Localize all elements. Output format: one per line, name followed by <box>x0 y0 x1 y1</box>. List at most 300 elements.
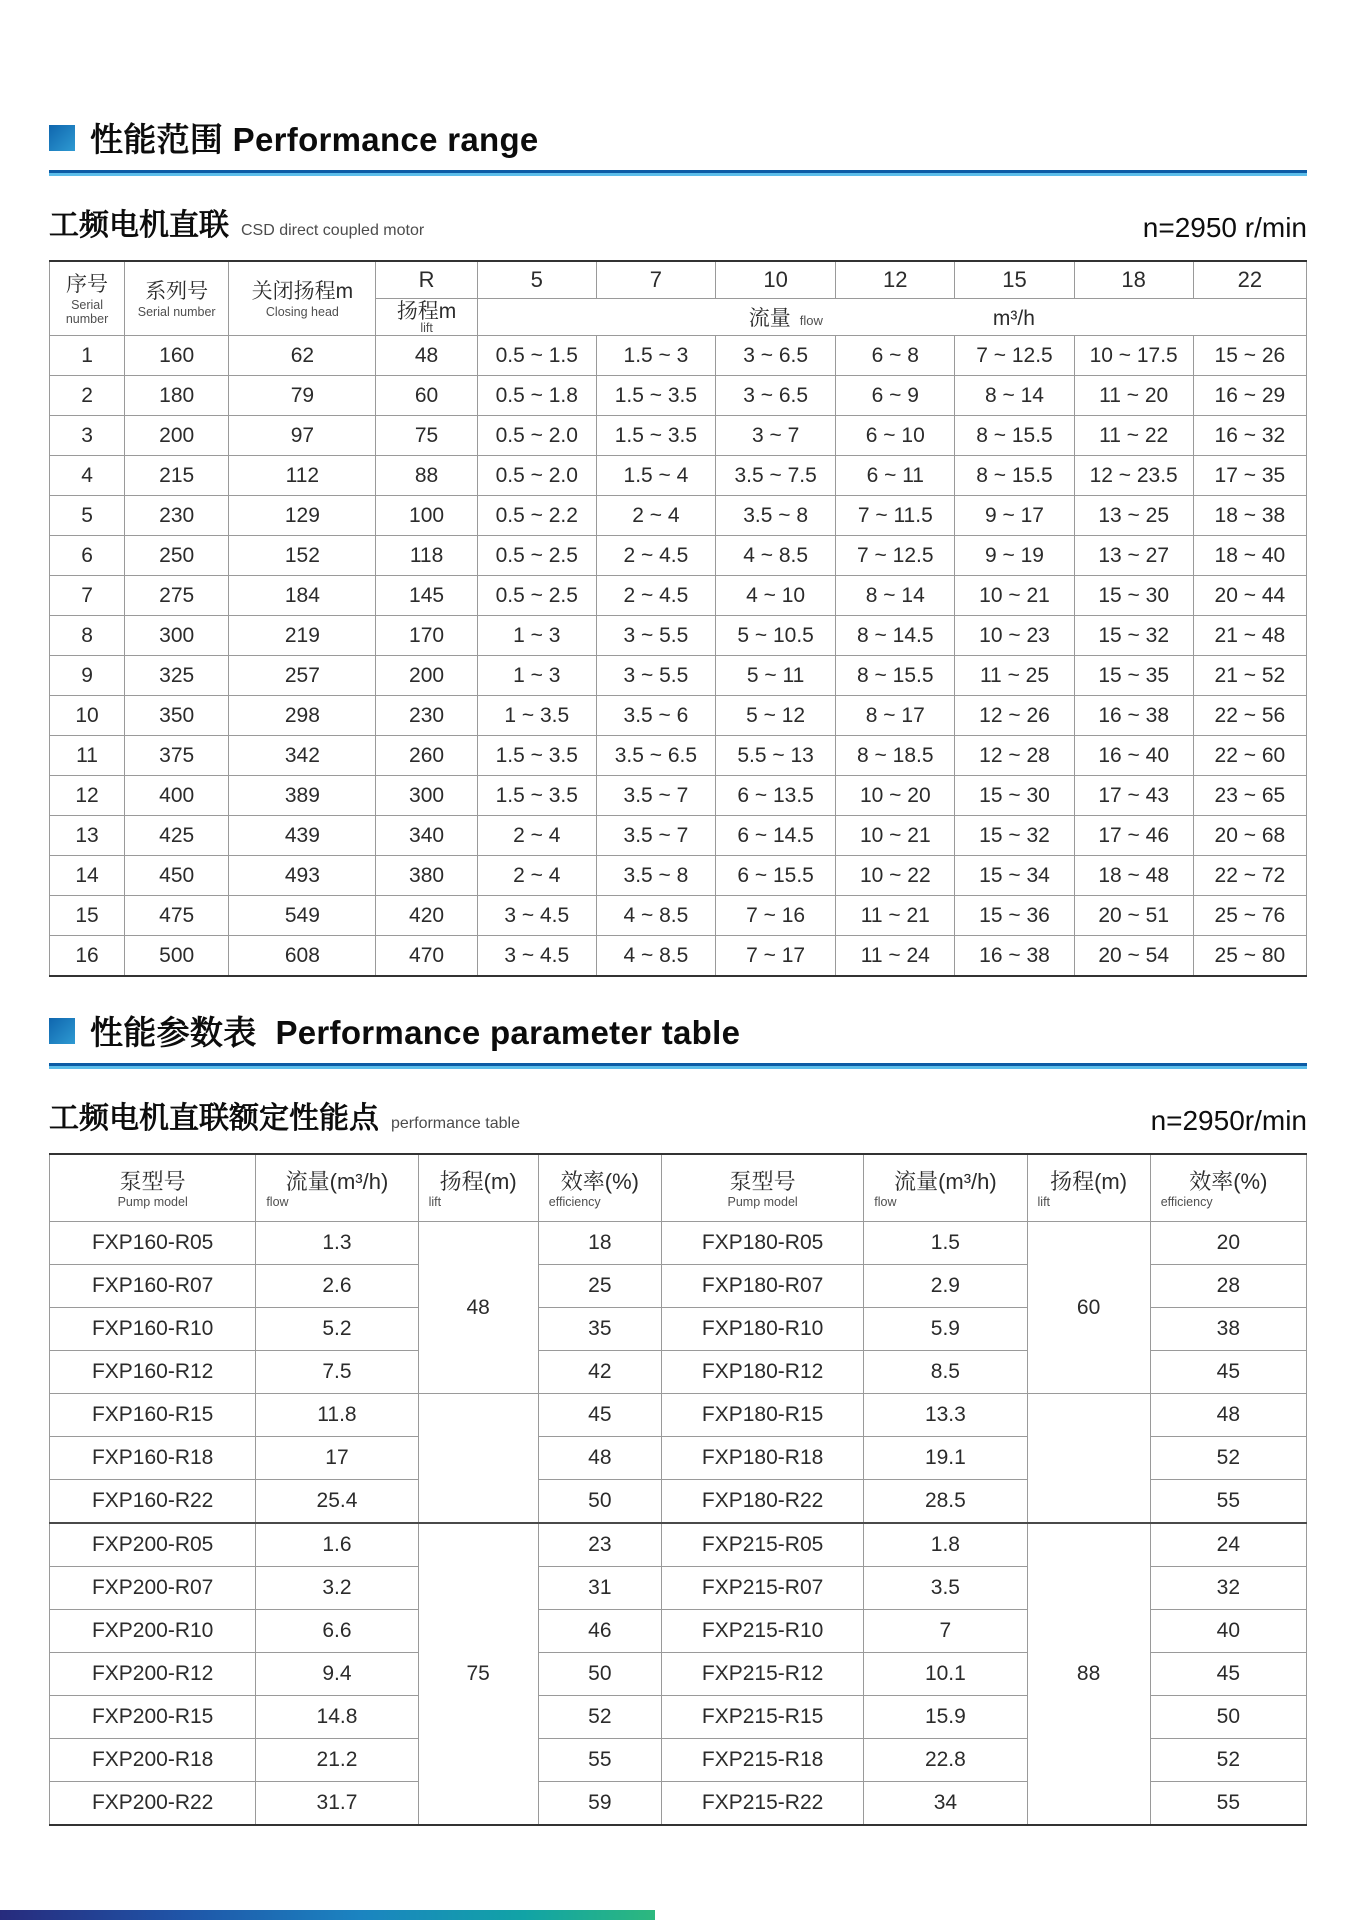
value-cell: 12 ~ 26 <box>955 696 1074 736</box>
value-cell: 18 ~ 38 <box>1193 496 1306 536</box>
efficiency-cell: 40 <box>1150 1610 1306 1653</box>
value-cell: 475 <box>125 896 229 936</box>
serial-cell: 16 <box>50 936 125 977</box>
value-cell: 257 <box>229 656 376 696</box>
value-cell: 7 ~ 11.5 <box>836 496 955 536</box>
efficiency-cell: 55 <box>538 1739 661 1782</box>
flow-cell: 11.8 <box>256 1394 418 1437</box>
value-cell: 6 ~ 9 <box>836 376 955 416</box>
header-label-en: efficiency <box>548 1195 601 1209</box>
pump-model-cell: FXP160-R12 <box>50 1351 256 1394</box>
value-cell: 18 ~ 48 <box>1074 856 1193 896</box>
efficiency-cell: 48 <box>538 1437 661 1480</box>
footer-gradient-bar <box>0 1910 655 1920</box>
value-cell: 10 ~ 21 <box>836 816 955 856</box>
value-cell: 16 ~ 32 <box>1193 416 1306 456</box>
table1-header-flow-7: 7 <box>596 261 715 299</box>
serial-cell: 4 <box>50 456 125 496</box>
flow-label-zh: 流量 <box>748 307 791 331</box>
section2-title <box>90 1007 740 1054</box>
value-cell: 79 <box>229 376 376 416</box>
value-cell: 1.5 ~ 3 <box>596 336 715 376</box>
value-cell: 389 <box>229 776 376 816</box>
lift-cell-empty <box>418 1394 538 1524</box>
value-cell: 1 ~ 3 <box>477 616 596 656</box>
header-label-en: Closing head <box>265 304 339 319</box>
value-cell: 7 ~ 16 <box>716 896 836 936</box>
value-cell: 3.5 ~ 7 <box>596 816 715 856</box>
pump-model-cell: FXP180-R18 <box>661 1437 863 1480</box>
value-cell: 88 <box>376 456 477 496</box>
value-cell: 8 ~ 15.5 <box>955 416 1074 456</box>
table1-row <box>50 496 1307 536</box>
value-cell: 6 ~ 15.5 <box>716 856 836 896</box>
value-cell: 6 ~ 11 <box>836 456 955 496</box>
section1-speed: n=2950 r/min <box>1142 212 1307 243</box>
value-cell: 23 ~ 65 <box>1193 776 1306 816</box>
value-cell: 11 ~ 21 <box>836 896 955 936</box>
header-label-zh: 序号 <box>66 272 109 296</box>
flow-cell: 3.2 <box>256 1567 418 1610</box>
pump-model-cell: FXP200-R18 <box>50 1739 256 1782</box>
pump-model-cell: FXP180-R07 <box>661 1265 863 1308</box>
value-cell: 7 ~ 12.5 <box>955 336 1074 376</box>
header-label-en: Serial number <box>137 304 216 319</box>
table2-header-flow-right <box>864 1154 1027 1222</box>
section1-title-en: Performance range <box>232 121 539 158</box>
efficiency-cell: 20 <box>1150 1222 1306 1265</box>
value-cell: 1.5 ~ 3.5 <box>477 776 596 816</box>
value-cell: 8 ~ 14 <box>836 576 955 616</box>
pump-model-cell: FXP215-R07 <box>661 1567 863 1610</box>
pump-model-cell: FXP180-R12 <box>661 1351 863 1394</box>
table1-row <box>50 936 1307 977</box>
value-cell: 325 <box>125 656 229 696</box>
value-cell: 1 ~ 3.5 <box>477 696 596 736</box>
flow-cell: 15.9 <box>864 1696 1027 1739</box>
efficiency-cell: 35 <box>538 1308 661 1351</box>
table1-header-closing-head <box>229 261 376 336</box>
section-marker-icon <box>49 1018 75 1044</box>
value-cell: 298 <box>229 696 376 736</box>
serial-cell: 10 <box>50 696 125 736</box>
value-cell: 3.5 ~ 6.5 <box>596 736 715 776</box>
flow-cell: 17 <box>256 1437 418 1480</box>
serial-cell: 2 <box>50 376 125 416</box>
value-cell: 10 ~ 23 <box>955 616 1074 656</box>
flow-cell: 25.4 <box>256 1480 418 1524</box>
serial-cell: 3 <box>50 416 125 456</box>
value-cell: 13 ~ 27 <box>1074 536 1193 576</box>
efficiency-cell: 52 <box>538 1696 661 1739</box>
value-cell: 16 ~ 38 <box>1074 696 1193 736</box>
serial-cell: 8 <box>50 616 125 656</box>
flow-cell: 13.3 <box>864 1394 1027 1437</box>
table2-header-row <box>50 1154 1307 1222</box>
pump-model-cell: FXP180-R05 <box>661 1222 863 1265</box>
section2-speed: n=2950r/min <box>1150 1105 1307 1137</box>
value-cell: 8 ~ 17 <box>836 696 955 736</box>
serial-cell: 7 <box>50 576 125 616</box>
header-label-zh: 泵型号 <box>729 1168 796 1194</box>
header-label-en: efficiency <box>1160 1195 1213 1209</box>
table1-row <box>50 376 1307 416</box>
value-cell: 13 ~ 25 <box>1074 496 1193 536</box>
section-marker-icon <box>49 125 75 151</box>
lift-cell: 60 <box>1027 1222 1150 1394</box>
serial-cell: 13 <box>50 816 125 856</box>
efficiency-cell: 46 <box>538 1610 661 1653</box>
value-cell: 3.5 ~ 6 <box>596 696 715 736</box>
value-cell: 3 ~ 4.5 <box>477 896 596 936</box>
lift-cell: 48 <box>418 1222 538 1394</box>
flow-cell: 1.6 <box>256 1523 418 1567</box>
value-cell: 20 ~ 68 <box>1193 816 1306 856</box>
value-cell: 1.5 ~ 4 <box>596 456 715 496</box>
table1-header-flow-10: 10 <box>716 261 836 299</box>
flow-cell: 34 <box>864 1782 1027 1826</box>
efficiency-cell: 55 <box>1150 1480 1306 1524</box>
pump-model-cell: FXP160-R15 <box>50 1394 256 1437</box>
flow-cell: 22.8 <box>864 1739 1027 1782</box>
table1-row <box>50 736 1307 776</box>
header-label-zh: 扬程m <box>396 300 457 323</box>
pump-model-cell: FXP200-R12 <box>50 1653 256 1696</box>
value-cell: 0.5 ~ 2.0 <box>477 416 596 456</box>
value-cell: 11 ~ 25 <box>955 656 1074 696</box>
value-cell: 11 ~ 22 <box>1074 416 1193 456</box>
value-cell: 0.5 ~ 1.5 <box>477 336 596 376</box>
flow-cell: 21.2 <box>256 1739 418 1782</box>
value-cell: 3 ~ 5.5 <box>596 616 715 656</box>
header-label-zh: 扬程(m) <box>1050 1168 1128 1194</box>
table2-header-flow-left <box>256 1154 418 1222</box>
table2-row <box>50 1222 1307 1265</box>
lift-cell: 75 <box>418 1523 538 1825</box>
header-label-zh: 系列号 <box>145 279 209 303</box>
value-cell: 15 ~ 35 <box>1074 656 1193 696</box>
header-label-zh: 流量(m³/h) <box>894 1168 997 1194</box>
value-cell: 17 ~ 35 <box>1193 456 1306 496</box>
flow-cell: 7.5 <box>256 1351 418 1394</box>
value-cell: 6 ~ 10 <box>836 416 955 456</box>
efficiency-cell: 59 <box>538 1782 661 1826</box>
value-cell: 6 ~ 8 <box>836 336 955 376</box>
value-cell: 0.5 ~ 2.2 <box>477 496 596 536</box>
table1-header-serial <box>50 261 125 336</box>
pump-model-cell: FXP215-R10 <box>661 1610 863 1653</box>
value-cell: 15 ~ 30 <box>955 776 1074 816</box>
flow-cell: 1.8 <box>864 1523 1027 1567</box>
value-cell: 1.5 ~ 3.5 <box>596 416 715 456</box>
value-cell: 12 ~ 23.5 <box>1074 456 1193 496</box>
table1-header-flow-18: 18 <box>1074 261 1193 299</box>
section1-subtitle-row <box>49 200 1307 244</box>
value-cell: 230 <box>376 696 477 736</box>
value-cell: 1.5 ~ 3.5 <box>477 736 596 776</box>
pump-model-cell: FXP180-R22 <box>661 1480 863 1524</box>
table1-row <box>50 336 1307 376</box>
value-cell: 129 <box>229 496 376 536</box>
value-cell: 10 ~ 20 <box>836 776 955 816</box>
pump-model-cell: FXP160-R07 <box>50 1265 256 1308</box>
value-cell: 5.5 ~ 13 <box>716 736 836 776</box>
table2-header-lift-left <box>418 1154 538 1222</box>
section1-title-zh: 性能范围 <box>90 121 224 158</box>
value-cell: 425 <box>125 816 229 856</box>
efficiency-cell: 38 <box>1150 1308 1306 1351</box>
efficiency-cell: 52 <box>1150 1437 1306 1480</box>
serial-cell: 9 <box>50 656 125 696</box>
table1-header-flow-12: 12 <box>836 261 955 299</box>
table2-header-eff-right <box>1150 1154 1306 1222</box>
value-cell: 342 <box>229 736 376 776</box>
serial-cell: 15 <box>50 896 125 936</box>
table1-row <box>50 656 1307 696</box>
section1-header <box>49 114 1307 161</box>
value-cell: 3.5 ~ 8 <box>716 496 836 536</box>
serial-cell: 14 <box>50 856 125 896</box>
value-cell: 10 ~ 22 <box>836 856 955 896</box>
table1-row <box>50 856 1307 896</box>
efficiency-cell: 42 <box>538 1351 661 1394</box>
lift-cell-empty <box>1027 1394 1150 1524</box>
value-cell: 12 ~ 28 <box>955 736 1074 776</box>
table1-header-flow-5: 5 <box>477 261 596 299</box>
value-cell: 184 <box>229 576 376 616</box>
value-cell: 17 ~ 46 <box>1074 816 1193 856</box>
value-cell: 145 <box>376 576 477 616</box>
value-cell: 300 <box>125 616 229 656</box>
value-cell: 60 <box>376 376 477 416</box>
value-cell: 8 ~ 14.5 <box>836 616 955 656</box>
value-cell: 3 ~ 6.5 <box>716 376 836 416</box>
value-cell: 493 <box>229 856 376 896</box>
value-cell: 20 ~ 44 <box>1193 576 1306 616</box>
table2-header-model-left <box>50 1154 256 1222</box>
flow-cell: 2.9 <box>864 1265 1027 1308</box>
value-cell: 0.5 ~ 2.5 <box>477 576 596 616</box>
table1-row <box>50 456 1307 496</box>
section2-subtitle-zh: 工频电机直联额定性能点 <box>49 1102 379 1136</box>
efficiency-cell: 55 <box>1150 1782 1306 1826</box>
pump-model-cell: FXP200-R10 <box>50 1610 256 1653</box>
pump-model-cell: FXP160-R18 <box>50 1437 256 1480</box>
value-cell: 0.5 ~ 1.8 <box>477 376 596 416</box>
value-cell: 10 ~ 21 <box>955 576 1074 616</box>
value-cell: 219 <box>229 616 376 656</box>
section2-divider <box>49 1063 1307 1069</box>
value-cell: 20 ~ 51 <box>1074 896 1193 936</box>
value-cell: 2 ~ 4 <box>477 816 596 856</box>
value-cell: 5 ~ 10.5 <box>716 616 836 656</box>
efficiency-cell: 45 <box>1150 1351 1306 1394</box>
flow-label-en: flow <box>799 313 823 329</box>
value-cell: 118 <box>376 536 477 576</box>
value-cell: 18 ~ 40 <box>1193 536 1306 576</box>
value-cell: 450 <box>125 856 229 896</box>
table1-header-series <box>125 261 229 336</box>
flow-cell: 2.6 <box>256 1265 418 1308</box>
value-cell: 2 ~ 4 <box>596 496 715 536</box>
table2-row <box>50 1394 1307 1437</box>
value-cell: 608 <box>229 936 376 977</box>
table1-row <box>50 616 1307 656</box>
section1-title <box>90 114 539 161</box>
table1-row <box>50 416 1307 456</box>
value-cell: 160 <box>125 336 229 376</box>
value-cell: 4 ~ 10 <box>716 576 836 616</box>
value-cell: 500 <box>125 936 229 977</box>
value-cell: 16 ~ 40 <box>1074 736 1193 776</box>
flow-cell: 3.5 <box>864 1567 1027 1610</box>
value-cell: 300 <box>376 776 477 816</box>
value-cell: 17 ~ 43 <box>1074 776 1193 816</box>
pump-model-cell: FXP215-R18 <box>661 1739 863 1782</box>
serial-cell: 12 <box>50 776 125 816</box>
section1-subtitle-zh: 工频电机直联 <box>49 209 229 242</box>
flow-cell: 7 <box>864 1610 1027 1653</box>
table2-body <box>50 1222 1307 1826</box>
flow-cell: 14.8 <box>256 1696 418 1739</box>
value-cell: 470 <box>376 936 477 977</box>
efficiency-cell: 50 <box>538 1653 661 1696</box>
flow-cell: 8.5 <box>864 1351 1027 1394</box>
efficiency-cell: 45 <box>538 1394 661 1437</box>
value-cell: 1 ~ 3 <box>477 656 596 696</box>
header-label-en: Pump model <box>727 1195 798 1209</box>
value-cell: 350 <box>125 696 229 736</box>
table1-row <box>50 696 1307 736</box>
value-cell: 8 ~ 15.5 <box>836 656 955 696</box>
efficiency-cell: 18 <box>538 1222 661 1265</box>
efficiency-cell: 31 <box>538 1567 661 1610</box>
table1-row <box>50 816 1307 856</box>
value-cell: 22 ~ 56 <box>1193 696 1306 736</box>
header-label-en: flow <box>874 1195 897 1209</box>
value-cell: 230 <box>125 496 229 536</box>
value-cell: 439 <box>229 816 376 856</box>
value-cell: 4 ~ 8.5 <box>596 896 715 936</box>
table1-header-flow-unit <box>477 299 1306 336</box>
section2-title-en: Performance parameter table <box>275 1014 741 1052</box>
table2-header-eff-left <box>538 1154 661 1222</box>
value-cell: 4 ~ 8.5 <box>716 536 836 576</box>
value-cell: 11 ~ 24 <box>836 936 955 977</box>
value-cell: 215 <box>125 456 229 496</box>
pump-model-cell: FXP160-R10 <box>50 1308 256 1351</box>
value-cell: 260 <box>376 736 477 776</box>
value-cell: 3 ~ 5.5 <box>596 656 715 696</box>
header-label-en: flow <box>266 1195 289 1209</box>
value-cell: 5 ~ 12 <box>716 696 836 736</box>
flow-cell: 9.4 <box>256 1653 418 1696</box>
value-cell: 380 <box>376 856 477 896</box>
pump-model-cell: FXP215-R15 <box>661 1696 863 1739</box>
value-cell: 48 <box>376 336 477 376</box>
header-label-en: Pump model <box>117 1195 188 1209</box>
section2-subtitle-row <box>49 1093 1307 1137</box>
value-cell: 3.5 ~ 7.5 <box>716 456 836 496</box>
value-cell: 8 ~ 14 <box>955 376 1074 416</box>
value-cell: 549 <box>229 896 376 936</box>
pump-model-cell: FXP200-R15 <box>50 1696 256 1739</box>
flow-cell: 19.1 <box>864 1437 1027 1480</box>
value-cell: 0.5 ~ 2.0 <box>477 456 596 496</box>
value-cell: 16 ~ 38 <box>955 936 1074 977</box>
value-cell: 22 ~ 60 <box>1193 736 1306 776</box>
value-cell: 8 ~ 18.5 <box>836 736 955 776</box>
header-label-en: lift <box>428 1195 442 1209</box>
performance-range-table <box>49 260 1307 977</box>
page-content <box>49 0 1307 1826</box>
value-cell: 2 ~ 4.5 <box>596 536 715 576</box>
serial-cell: 11 <box>50 736 125 776</box>
value-cell: 5 ~ 11 <box>716 656 836 696</box>
efficiency-cell: 50 <box>1150 1696 1306 1739</box>
table2-row <box>50 1523 1307 1567</box>
serial-cell: 1 <box>50 336 125 376</box>
value-cell: 15 ~ 32 <box>955 816 1074 856</box>
value-cell: 15 ~ 30 <box>1074 576 1193 616</box>
pump-model-cell: FXP180-R10 <box>661 1308 863 1351</box>
section1-subtitle <box>49 200 424 244</box>
pump-model-cell: FXP200-R05 <box>50 1523 256 1567</box>
table1-header-r: R <box>376 261 477 299</box>
efficiency-cell: 52 <box>1150 1739 1306 1782</box>
header-label-zh: 泵型号 <box>119 1168 186 1194</box>
value-cell: 15 ~ 36 <box>955 896 1074 936</box>
efficiency-cell: 23 <box>538 1523 661 1567</box>
table2-header-lift-right <box>1027 1154 1150 1222</box>
table1-row <box>50 776 1307 816</box>
value-cell: 152 <box>229 536 376 576</box>
value-cell: 6 ~ 14.5 <box>716 816 836 856</box>
header-label-en: Serial number <box>65 297 109 326</box>
pump-model-cell: FXP215-R12 <box>661 1653 863 1696</box>
table1-header-flow-22: 22 <box>1193 261 1306 299</box>
efficiency-cell: 45 <box>1150 1653 1306 1696</box>
pump-model-cell: FXP160-R22 <box>50 1480 256 1524</box>
flow-cell: 1.5 <box>864 1222 1027 1265</box>
value-cell: 9 ~ 17 <box>955 496 1074 536</box>
value-cell: 6 ~ 13.5 <box>716 776 836 816</box>
value-cell: 170 <box>376 616 477 656</box>
serial-cell: 6 <box>50 536 125 576</box>
value-cell: 21 ~ 48 <box>1193 616 1306 656</box>
value-cell: 8 ~ 15.5 <box>955 456 1074 496</box>
header-label-en: lift <box>1037 1195 1051 1209</box>
flow-cell: 28.5 <box>864 1480 1027 1524</box>
header-label-en: lift <box>420 321 433 336</box>
efficiency-cell: 24 <box>1150 1523 1306 1567</box>
section2-header <box>49 1007 1307 1054</box>
value-cell: 1.5 ~ 3.5 <box>596 376 715 416</box>
header-label-zh: 扬程(m) <box>439 1168 517 1194</box>
table2-header-model-right <box>661 1154 863 1222</box>
efficiency-cell: 25 <box>538 1265 661 1308</box>
value-cell: 2 ~ 4 <box>477 856 596 896</box>
section2-title-zh: 性能参数表 <box>90 1014 257 1052</box>
value-cell: 420 <box>376 896 477 936</box>
value-cell: 0.5 ~ 2.5 <box>477 536 596 576</box>
table1-row <box>50 896 1307 936</box>
value-cell: 375 <box>125 736 229 776</box>
value-cell: 97 <box>229 416 376 456</box>
value-cell: 200 <box>376 656 477 696</box>
value-cell: 22 ~ 72 <box>1193 856 1306 896</box>
flow-cell: 5.9 <box>864 1308 1027 1351</box>
